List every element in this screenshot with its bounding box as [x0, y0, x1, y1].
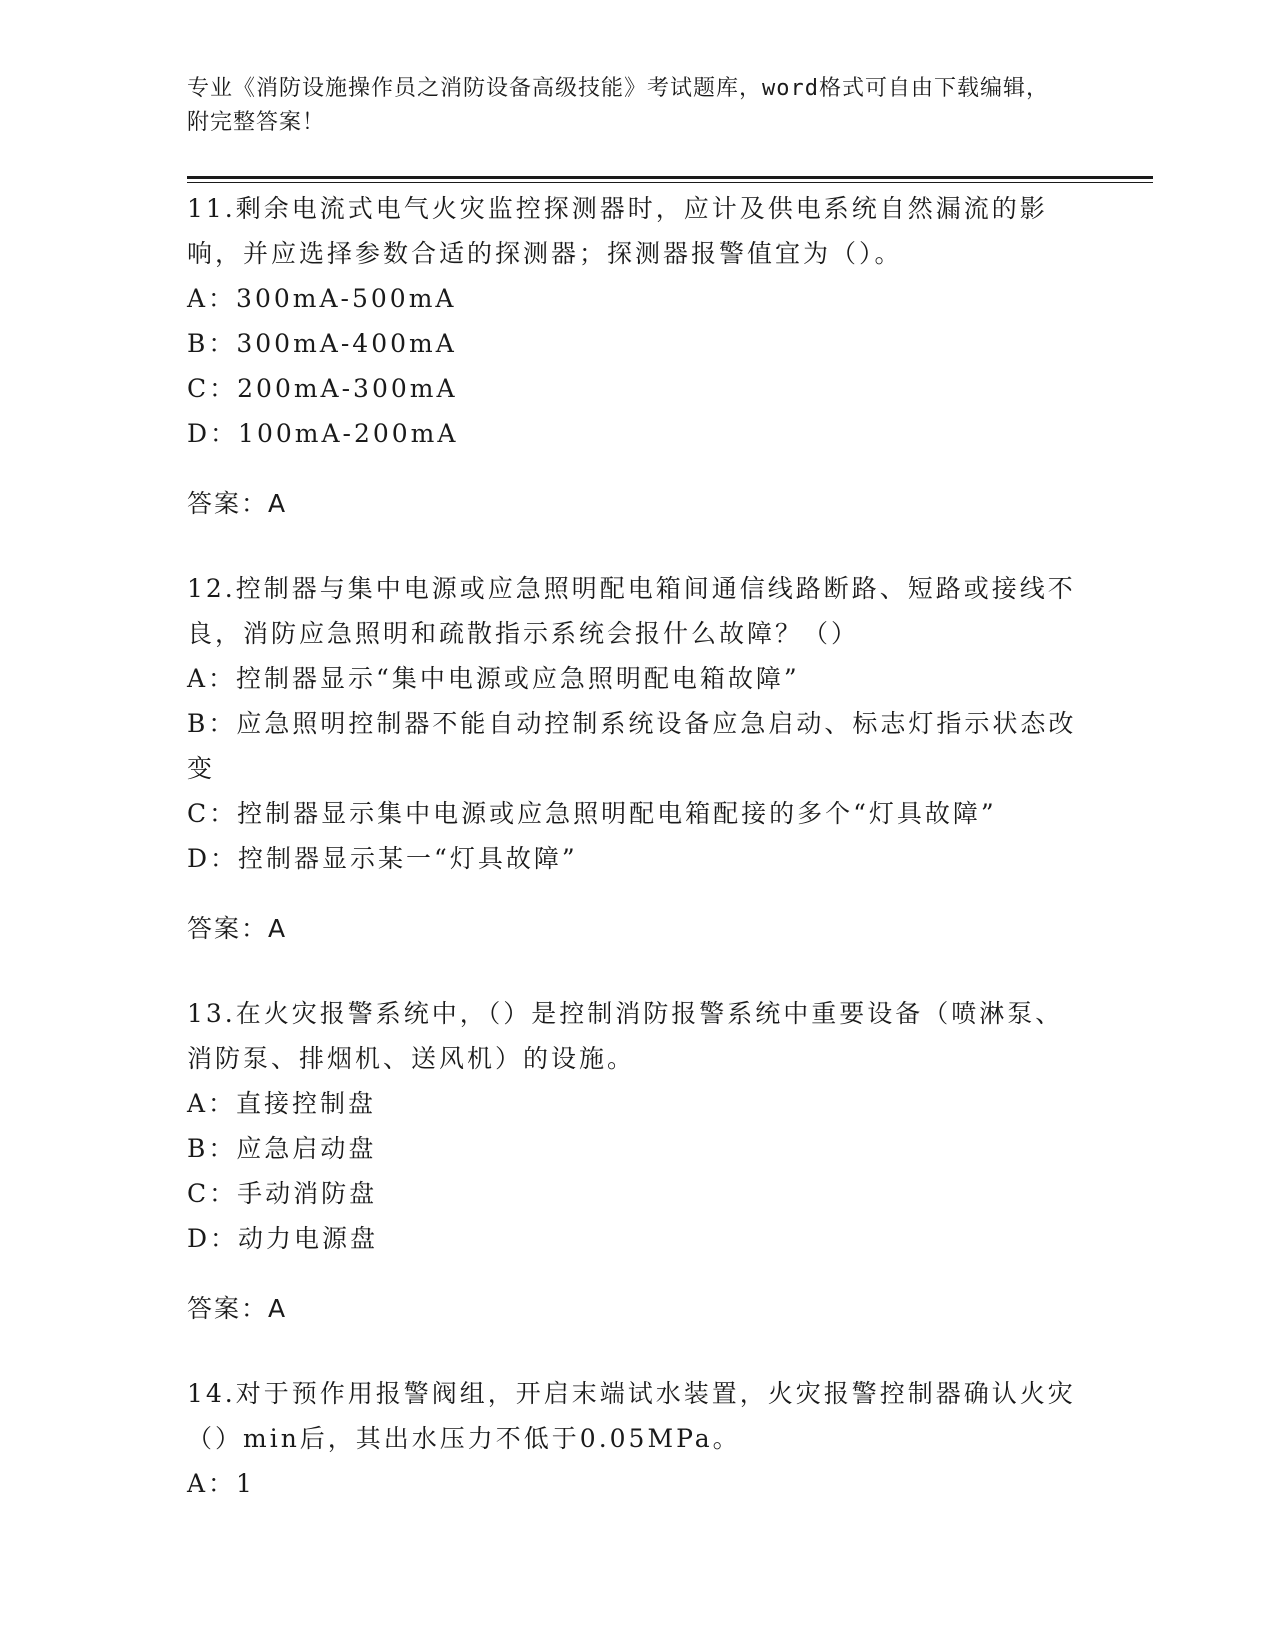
question-stem: 11.剩余电流式电气火灾监控探测器时，应计及供电系统自然漏流的影响，并应选择参数合适的探测器；探测器报警值宜为（）。: [187, 194, 1048, 268]
option-b: B：300mA-400mA: [187, 329, 457, 358]
question-stem: 12.控制器与集中电源或应急照明配电箱间通信线路断路、短路或接线不良，消防应急照明和疏散指示系统会报什么故障？（）: [187, 574, 1076, 648]
option-a: A：300mA-500mA: [187, 284, 457, 313]
option-b: B：应急照明控制器不能自动控制系统设备应急启动、标志灯指示状态改变: [187, 709, 1077, 783]
option-a: A：1: [187, 1469, 255, 1498]
option-b: B：应急启动盘: [187, 1134, 377, 1163]
answer: 答案：A: [187, 914, 288, 943]
option-a: A：直接控制盘: [187, 1089, 377, 1118]
option-d: D：动力电源盘: [187, 1224, 379, 1253]
answer: 答案：A: [187, 1294, 288, 1323]
header-rule-thick: [187, 176, 1153, 179]
question-11: [187, 186, 1077, 526]
option-c: C：手动消防盘: [187, 1179, 378, 1208]
question-13: [187, 991, 1077, 1331]
option-c: C：控制器显示集中电源或应急照明配电箱配接的多个“灯具故障”: [187, 799, 997, 828]
question-list: [187, 186, 1077, 1546]
header-rule-thin: [187, 182, 1153, 183]
option-d: D：100mA-200mA: [187, 419, 459, 448]
question-stem: 14.对于预作用报警阀组，开启末端试水装置，火灾报警控制器确认火灾（）min后，其出水压力不低于0.05MPa。: [187, 1379, 1076, 1453]
option-d: D：控制器显示某一“灯具故障”: [187, 844, 578, 873]
document-header: 专业《消防设施操作员之消防设备高级技能》考试题库，word格式可自由下载编辑，附完整答案！: [187, 76, 1049, 135]
option-c: C：200mA-300mA: [187, 374, 458, 403]
question-12: [187, 566, 1077, 951]
question-stem: 13.在火灾报警系统中，（）是控制消防报警系统中重要设备（喷淋泵、消防泵、排烟机、送风机）的设施。: [187, 999, 1064, 1073]
option-a: A：控制器显示“集中电源或应急照明配电箱故障”: [187, 664, 800, 693]
answer: 答案：A: [187, 489, 288, 518]
question-14: [187, 1371, 1077, 1506]
